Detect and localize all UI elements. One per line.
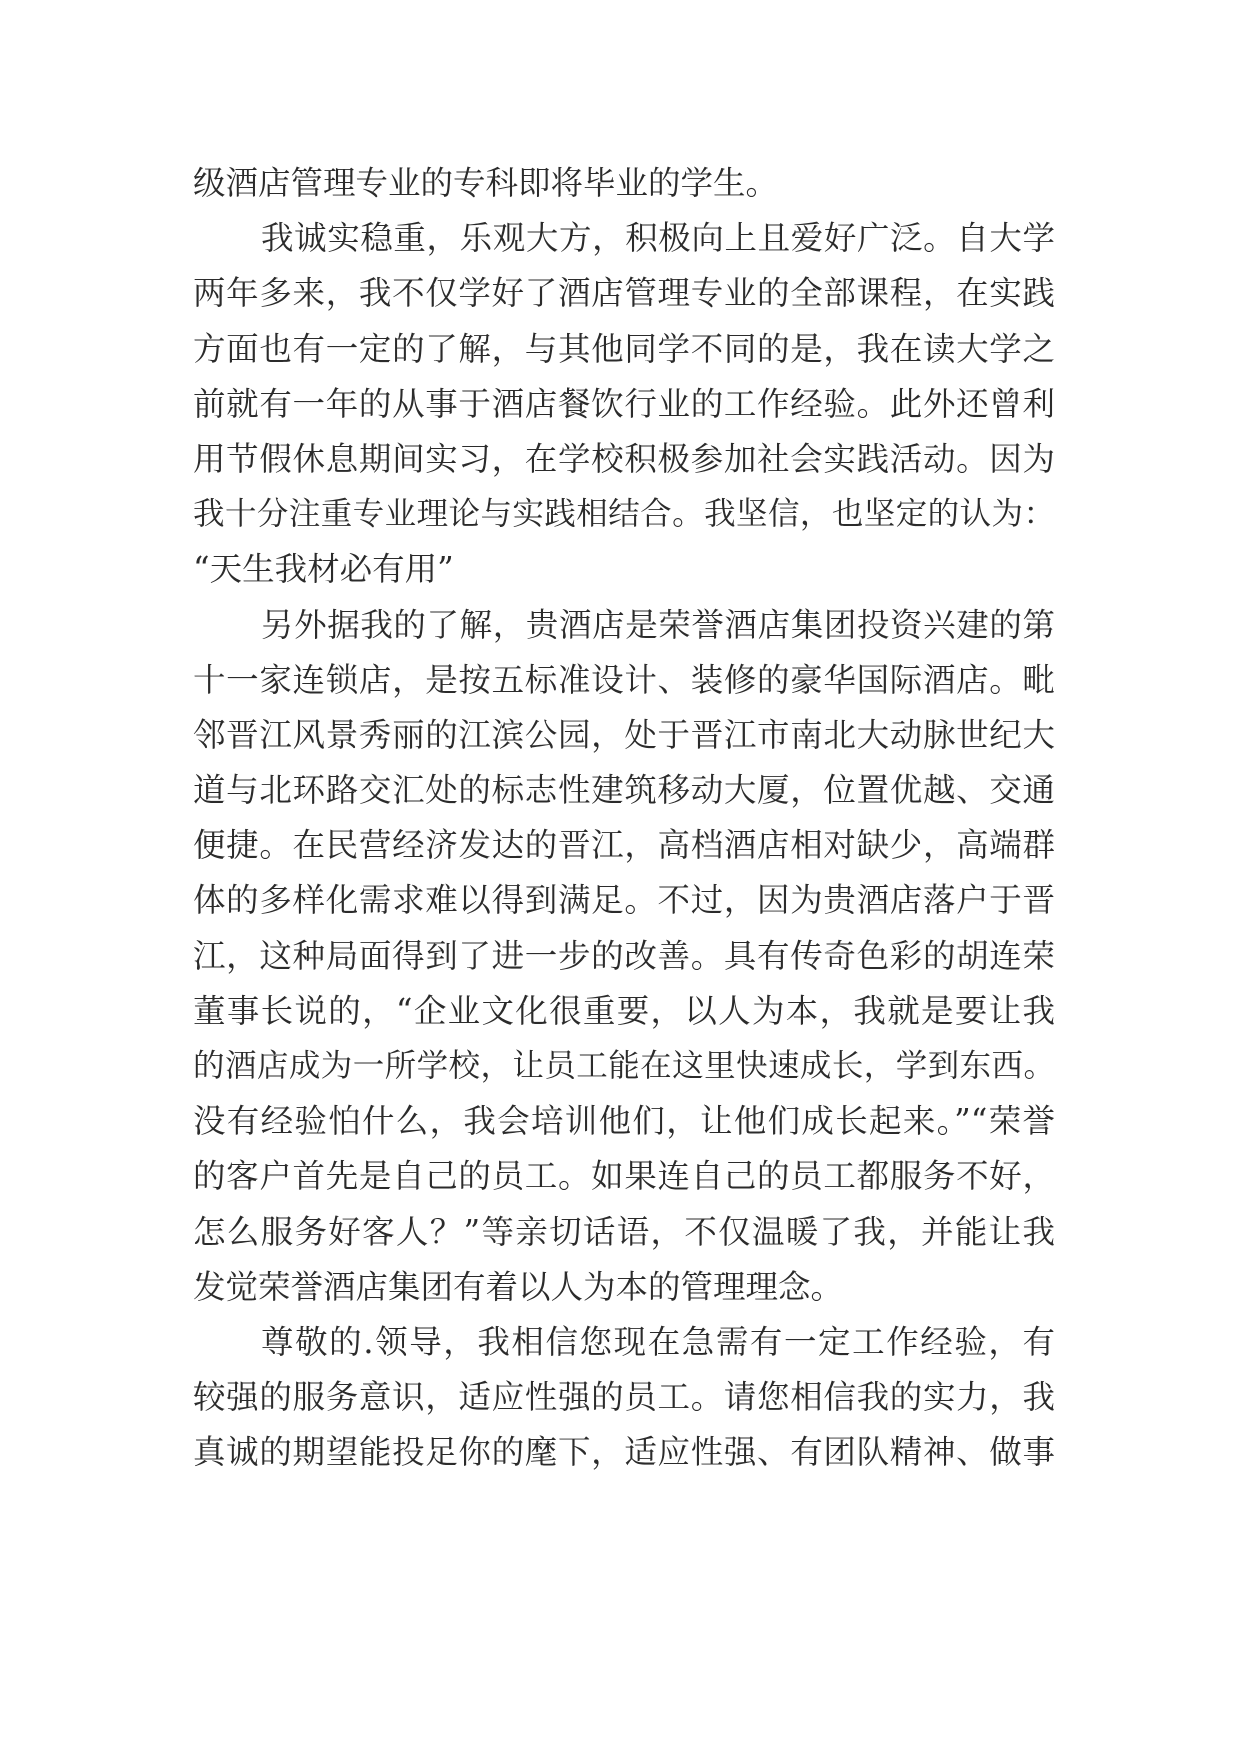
text-line: 的酒店成为一所学校，让员工能在这里快速成长，学到东西。 bbox=[193, 1048, 1055, 1084]
text-line: 体的多样化需求难以得到满足。不过，因为贵酒店落户于晋 bbox=[193, 881, 1055, 920]
text-line: 发觉荣誉酒店集团有着以人为本的管理理念。 bbox=[193, 1267, 844, 1306]
text-line: 两年多来，我不仅学好了酒店管理专业的全部课程，在实践 bbox=[193, 274, 1055, 313]
text-line: 另外据我的了解，贵酒店是荣誉酒店集团投资兴建的第 bbox=[261, 605, 1055, 644]
text-line: 便捷。在民营经济发达的晋江，高档酒店相对缺少，高端群 bbox=[193, 826, 1055, 865]
text-line: 十一家连锁店，是按五标准设计、装修的豪华国际酒店。毗 bbox=[193, 660, 1055, 699]
text-line: 尊敬的.领导，我相信您现在急需有一定工作经验，有 bbox=[261, 1322, 1055, 1361]
text-line: 方面也有一定的了解，与其他同学不同的是，我在读大学之 bbox=[193, 329, 1055, 368]
text-line: 的客户首先是自己的员工。如果连自己的员工都服务不好， bbox=[193, 1157, 1055, 1196]
text-line: 没有经验怕什么，我会培训他们，让他们成长起来。”“荣誉 bbox=[193, 1102, 1055, 1141]
text-line: 江，这种局面得到了进一步的改善。具有传奇色彩的胡连荣 bbox=[193, 936, 1055, 975]
letter-body-text bbox=[193, 156, 1055, 1481]
text-line: 我十分注重专业理论与实践相结合。我坚信，也坚定的认为： bbox=[193, 496, 1055, 533]
text-line: 邻晋江风景秀丽的江滨公园，处于晋江市南北大动脉世纪大 bbox=[193, 715, 1055, 754]
text-line: 董事长说的，“企业文化很重要，以人为本，我就是要让我 bbox=[193, 991, 1055, 1030]
text-line: 用节假休息期间实习，在学校积极参加社会实践活动。因为 bbox=[193, 439, 1055, 478]
text-line: 级酒店管理专业的专科即将毕业的学生。 bbox=[193, 164, 779, 202]
text-line: 较强的服务意识，适应性强的员工。请您相信我的实力，我 bbox=[193, 1378, 1055, 1417]
text-line: 前就有一年的从事于酒店餐饮行业的工作经验。此外还曾利 bbox=[193, 384, 1055, 423]
text-line: 真诚的期望能投足你的麾下，适应性强、有团队精神、做事 bbox=[193, 1433, 1055, 1472]
text-line: 道与北环路交汇处的标志性建筑移动大厦，位置优越、交通 bbox=[193, 771, 1055, 810]
text-line: 怎么服务好客人？”等亲切话语，不仅温暖了我，并能让我 bbox=[193, 1212, 1055, 1251]
text-line: “天生我材必有用” bbox=[193, 550, 454, 589]
text-line: 我诚实稳重，乐观大方，积极向上且爱好广泛。自大学 bbox=[261, 219, 1055, 258]
